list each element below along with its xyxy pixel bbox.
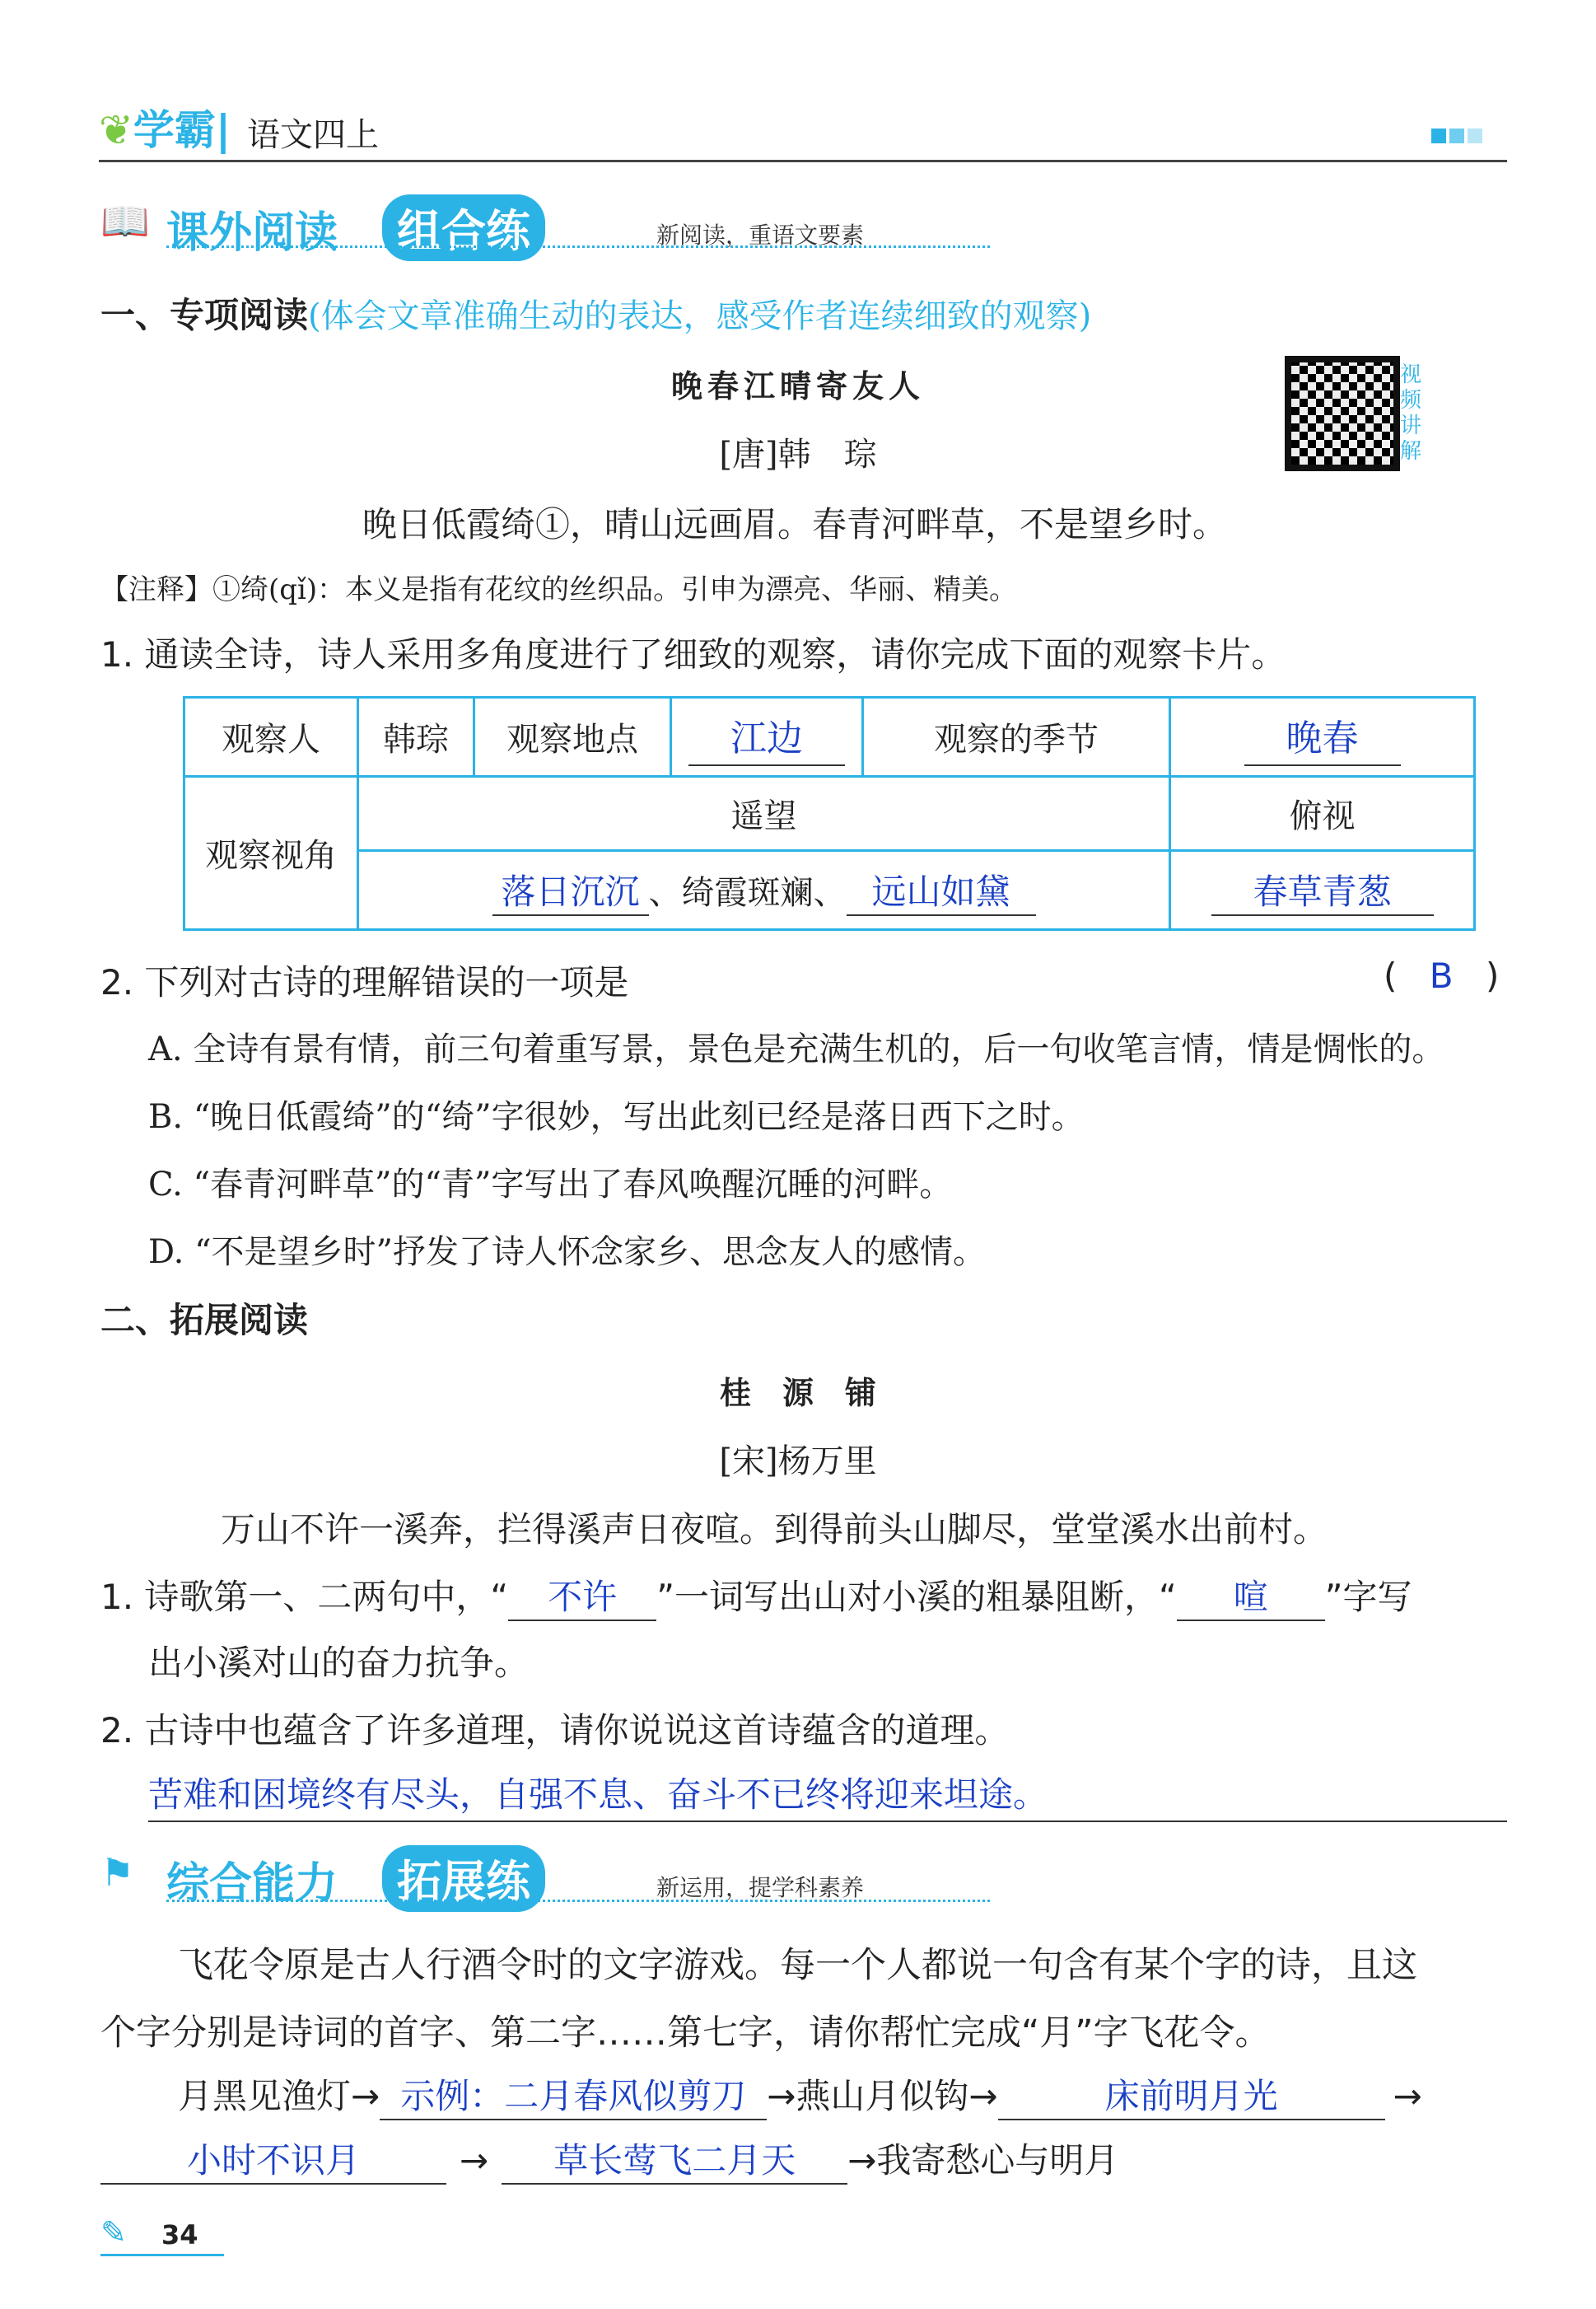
- part2-question1: [100, 1570, 1412, 1621]
- poem2-author: [宋]杨万里: [719, 1442, 877, 1480]
- option-c[interactable]: C. “春青河畔草”的“青”字写出了春风唤醒沉睡的河畔。: [148, 1166, 953, 1204]
- header: [99, 97, 1507, 162]
- brand-logo: ❦学霸|: [99, 106, 231, 154]
- section1-pill: 组合练: [382, 194, 545, 261]
- place-label: 观察地点: [474, 698, 671, 777]
- angle-label: 观察视角: [184, 777, 358, 930]
- section2-banner: [100, 1845, 924, 1909]
- option-b[interactable]: B. “晚日低霞绮”的“绮”字很妙，写出此刻已经是落日西下之时。: [148, 1098, 1085, 1136]
- down-answer-cell: [1170, 851, 1475, 930]
- section1-note: 新阅读，重语文要素: [656, 222, 865, 249]
- section1-banner: [100, 194, 883, 258]
- section2-pill: 拓展练: [382, 1845, 545, 1912]
- chain-end: →我寄愁心与明月: [847, 2140, 1119, 2180]
- part1-hint: (体会文章准确生动的表达，感受作者连续细致的观察): [308, 297, 1092, 335]
- book-icon: 📖: [100, 199, 150, 245]
- section2-title: 综合能力: [166, 1859, 338, 1909]
- season-answer[interactable]: 晚春: [1244, 708, 1401, 766]
- qr-label: 视频讲解: [1400, 362, 1422, 464]
- question2-answer-box: [1384, 956, 1507, 996]
- question2-answer[interactable]: B: [1429, 956, 1454, 996]
- part2-question2: 2. 古诗中也蕴含了许多道理，请你说说这首诗蕴含的道理。: [100, 1710, 1010, 1750]
- separator: 、: [813, 873, 847, 912]
- part2-question2-answer[interactable]: 苦难和困境终有尽头，自强不息、奋斗不已终将迎来坦途。: [148, 1768, 1507, 1822]
- poem2-text: 万山不许一溪奔，拦得溪声日夜喧。到得前头山脚尽，堂堂溪水出前村。: [221, 1509, 1328, 1549]
- chain-arrow: →: [460, 2140, 489, 2180]
- subject-label: 语文四上: [247, 116, 379, 154]
- separator: 、: [648, 873, 682, 912]
- question1: 1. 通读全诗，诗人采用多角度进行了细致的观察，请你完成下面的观察卡片。: [100, 634, 1286, 675]
- observer-label: 观察人: [184, 698, 358, 777]
- p2q1-answer1[interactable]: 不许: [508, 1570, 656, 1621]
- poem1-text: 晚日低霞绮①，晴山远画眉。春青河畔草，不是望乡时。: [362, 504, 1228, 545]
- chain-mid: →燕山月似钩→: [767, 2076, 998, 2116]
- p2q1-text-c: ”字写: [1324, 1577, 1412, 1617]
- far-answer-2[interactable]: 远山如黛: [847, 865, 1036, 916]
- option-a[interactable]: A. 全诗有景有情，前三句着重写景，景色是充满生机的，后一句收笔言情，情是惆怅的。: [148, 1031, 1445, 1068]
- part1-heading-row: [100, 288, 1091, 338]
- poem1-author: [唐]韩 琮: [719, 436, 877, 474]
- header-squares-icon: [1431, 129, 1482, 147]
- chain-arrow: →: [1393, 2076, 1422, 2116]
- poem2-title: 桂 源 铺: [719, 1374, 876, 1411]
- down-answer[interactable]: 春草青葱: [1211, 865, 1434, 916]
- chain-answer1[interactable]: 示例：二月春风似剪刀: [380, 2069, 767, 2120]
- part1-heading: 一、专项阅读: [100, 295, 309, 335]
- chain-start: 月黑见渔灯→: [178, 2076, 380, 2116]
- observer-value: 韩琮: [358, 698, 474, 777]
- chain-answer3[interactable]: 小时不识月: [100, 2134, 446, 2185]
- far-middle: 绮霞斑斓: [681, 873, 814, 912]
- question2: 2. 下列对古诗的理解错误的一项是: [100, 962, 629, 1003]
- place-answer[interactable]: 江边: [688, 708, 845, 766]
- section2-note: 新运用，提学科素养: [656, 1874, 865, 1901]
- p2q1-text-b: ”一词写出山对小溪的粗暴阻断，“: [656, 1577, 1177, 1617]
- page-number: 34: [161, 2219, 198, 2251]
- flag-icon: ⚑: [100, 1850, 135, 1895]
- chain-answer4[interactable]: 草长莺飞二月天: [502, 2134, 847, 2185]
- section2-para1: 飞花令原是古人行酒令时的文字游戏。每一个人都说一句含有某个字的诗，且这: [178, 1945, 1417, 1986]
- observation-card-table: [183, 696, 1476, 931]
- far-answer-1[interactable]: 落日沉沉: [492, 865, 649, 916]
- down-label: 俯视: [1170, 777, 1475, 851]
- option-d[interactable]: D. “不是望乡时”抒发了诗人怀念家乡、思念友人的感情。: [148, 1233, 986, 1271]
- section2-dotline: [166, 1900, 990, 1902]
- season-cell: [1170, 698, 1475, 777]
- section2-para2: 个字分别是诗词的首字、第二字……第七字，请你帮忙完成“月”字飞花令。: [100, 2012, 1271, 2054]
- part2-heading: 二、拓展阅读: [100, 1300, 309, 1340]
- chain-row1: [178, 2069, 1422, 2120]
- p2q1-answer2[interactable]: 喧: [1177, 1570, 1325, 1621]
- chain-row2: [100, 2134, 1118, 2185]
- qr-code[interactable]: [1285, 356, 1400, 471]
- p2q1-text-a: 1. 诗歌第一、二两句中，“: [100, 1577, 509, 1617]
- pencil-icon: ✎: [100, 2214, 127, 2251]
- poem1-title: 晚春江晴寄友人: [670, 367, 925, 404]
- season-label: 观察的季节: [863, 698, 1170, 777]
- section1-title: 课外阅读: [166, 208, 338, 258]
- poem1-annotation: 【注释】①绮(qǐ)：本义是指有花纹的丝织品。引申为漂亮、华丽、精美。: [100, 573, 1018, 606]
- bracket-open: (: [1384, 956, 1398, 996]
- bracket-close: ): [1485, 956, 1500, 996]
- section1-dotline: [166, 245, 990, 248]
- footer: [100, 2213, 224, 2256]
- far-label: 遥望: [358, 777, 1170, 851]
- chain-answer2[interactable]: 床前明月光: [998, 2069, 1385, 2120]
- leaf-icon: ❦: [99, 106, 133, 154]
- place-cell: [671, 698, 863, 777]
- part2-question1-cont: 出小溪对山的奋力抗争。: [148, 1643, 530, 1683]
- far-answers-cell: [358, 851, 1170, 930]
